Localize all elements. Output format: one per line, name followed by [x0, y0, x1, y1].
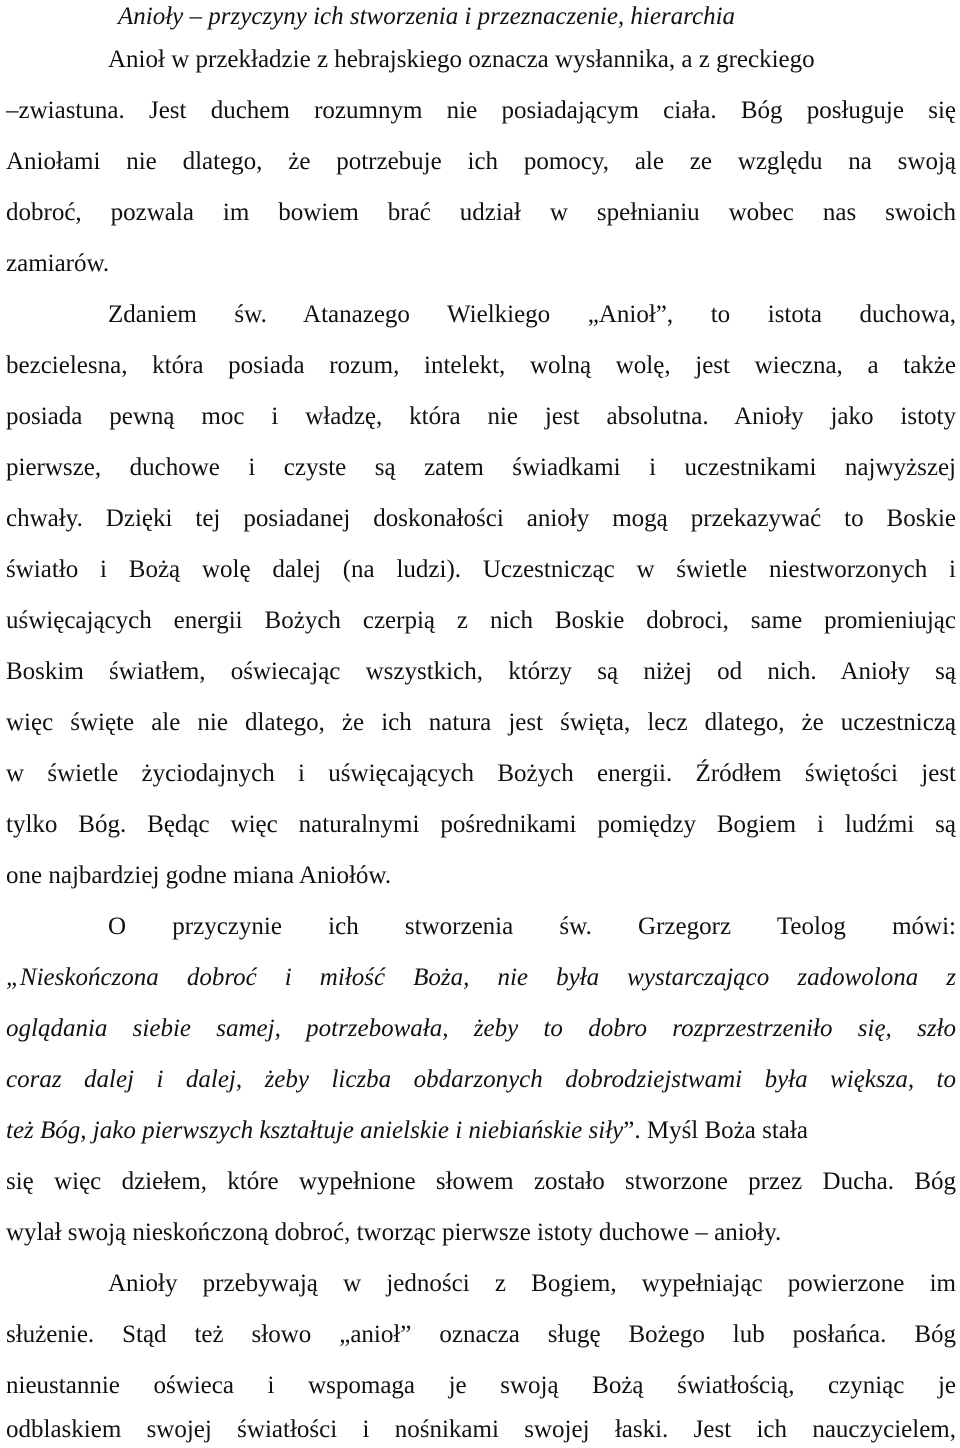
quote-line: oglądania siebie samej, potrzebowała, żeby to dobro rozprzestrzeniło się, szło — [6, 1015, 956, 1042]
paragraph-line: bezcielesna, która posiada rozum, intelekt, wolną wolę, jest wieczna, a także — [6, 352, 956, 379]
paragraph-line: Boskim światłem, oświecając wszystkich, którzy są niżej od nich. Anioły są — [6, 658, 956, 685]
paragraph-line: Aniołami nie dlatego, że potrzebuje ich pomocy, ale ze względu na swoją — [6, 148, 956, 175]
paragraph-line: się więc dziełem, które wypełnione słowem zostało stworzone przez Ducha. Bóg — [6, 1168, 956, 1195]
paragraph-line: pierwsze, duchowe i czyste są zatem świadkami i uczestnikami najwyższej — [6, 454, 956, 481]
paragraph-line: zamiarów. — [6, 250, 110, 277]
paragraph-line: Anioły przebywają w jedności z Bogiem, wypełniając powierzone im — [108, 1270, 956, 1297]
quote-line: „Nieskończona dobroć i miłość Boża, nie była wystarczająco zadowolona z — [6, 964, 956, 991]
paragraph-line: tylko Bóg. Będąc więc naturalnymi pośrednikami pomiędzy Bogiem i ludźmi są — [6, 811, 956, 838]
paragraph-line: posiada pewną moc i władzę, która nie jest absolutna. Anioły jako istoty — [6, 403, 956, 430]
paragraph-line: światło i Bożą wolę dalej (na ludzi). Uczestnicząc w świetle niestworzonych i — [6, 556, 956, 583]
quote-line: coraz dalej i dalej, żeby liczba obdarzonych dobrodziejstwami była większa, to — [6, 1066, 956, 1093]
quote-continuation: ”. Myśl Boża stała — [623, 1117, 808, 1144]
paragraph-line: w świetle życiodajnych i uświęcających Bożych energii. Źródłem świętości jest — [6, 760, 956, 787]
paragraph-line: odblaskiem swojej światłości i nośnikami swojej łaski. Jest ich nauczycielem, — [6, 1416, 956, 1443]
paragraph-line: O przyczynie ich stworzenia św. Grzegorz Teolog mówi: — [108, 913, 956, 940]
paragraph-line: one najbardziej godne miana Aniołów. — [6, 862, 392, 889]
paragraph-line: chwały. Dzięki tej posiadanej doskonałości anioły mogą przekazywać to Boskie — [6, 505, 956, 532]
document-title: Anioły – przyczyny ich stworzenia i przeznaczenie, hierarchia — [118, 3, 736, 30]
paragraph-line — [6, 1114, 956, 1148]
paragraph-line: Zdaniem św. Atanazego Wielkiego „Anioł”, to istota duchowa, — [108, 301, 956, 328]
paragraph-line: służenie. Stąd też słowo „anioł” oznacza sługę Bożego lub posłańca. Bóg — [6, 1321, 956, 1348]
quote-end: też Bóg, jako pierwszych kształtuje anielskie i niebiańskie siły — [6, 1117, 624, 1144]
paragraph-line: więc święte ale nie dlatego, że ich natura jest święta, lecz dlatego, że uczestniczą — [6, 709, 956, 736]
paragraph-line: wylał swoją nieskończoną dobroć, tworząc pierwsze istoty duchowe – anioły. — [6, 1219, 782, 1246]
paragraph-line: Anioł w przekładzie z hebrajskiego oznacza wysłannika, a z greckiego — [108, 46, 815, 73]
paragraph-line: –zwiastuna. Jest duchem rozumnym nie posiadającym ciała. Bóg posługuje się — [6, 97, 956, 124]
paragraph-line: nieustannie oświeca i wspomaga je swoją Bożą światłością, czyniąc je — [6, 1372, 956, 1399]
document-page — [6, 0, 956, 1448]
paragraph-line: uświęcających energii Bożych czerpią z nich Boskie dobroci, same promieniując — [6, 607, 956, 634]
paragraph-line: dobroć, pozwala im bowiem brać udział w spełnianiu wobec nas swoich — [6, 199, 956, 226]
